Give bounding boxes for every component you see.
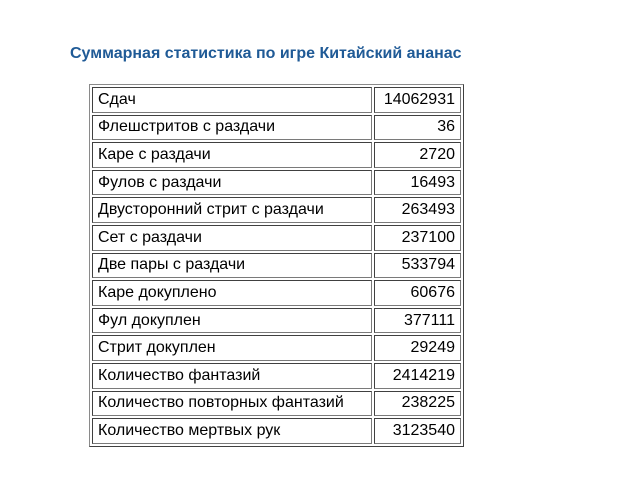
row-label: Сет с раздачи	[92, 225, 372, 251]
row-label: Фулов с раздачи	[92, 170, 372, 196]
row-label: Фул докуплен	[92, 308, 372, 334]
row-value: 263493	[374, 197, 461, 223]
row-value: 2720	[374, 142, 461, 168]
row-value: 2414219	[374, 363, 461, 389]
table-row	[92, 115, 461, 141]
table-row	[92, 391, 461, 417]
table-row	[92, 308, 461, 334]
row-value: 533794	[374, 253, 461, 279]
row-value: 3123540	[374, 418, 461, 444]
table-row	[92, 87, 461, 113]
table-row	[92, 197, 461, 223]
table-row	[92, 335, 461, 361]
table-row	[92, 253, 461, 279]
table-row	[92, 280, 461, 306]
row-label: Количество фантазий	[92, 363, 372, 389]
row-label: Каре с раздачи	[92, 142, 372, 168]
row-label: Сдач	[92, 87, 372, 113]
row-value: 377111	[374, 308, 461, 334]
row-value: 238225	[374, 391, 461, 417]
row-label: Количество мертвых рук	[92, 418, 372, 444]
row-value: 237100	[374, 225, 461, 251]
row-value: 36	[374, 115, 461, 141]
table-row	[92, 225, 461, 251]
page-title: Суммарная статистика по игре Китайский ананас	[70, 45, 462, 62]
row-label: Стрит докуплен	[92, 335, 372, 361]
statistics-table	[89, 84, 464, 447]
table-row	[92, 363, 461, 389]
row-label: Две пары с раздачи	[92, 253, 372, 279]
table-row	[92, 142, 461, 168]
row-value: 60676	[374, 280, 461, 306]
row-label: Количество повторных фантазий	[92, 391, 372, 417]
row-value: 29249	[374, 335, 461, 361]
row-label: Флешстритов с раздачи	[92, 115, 372, 141]
table-row	[92, 170, 461, 196]
row-value: 14062931	[374, 87, 461, 113]
row-label: Двусторонний стрит с раздачи	[92, 197, 372, 223]
row-label: Каре докуплено	[92, 280, 372, 306]
table-row	[92, 418, 461, 444]
row-value: 16493	[374, 170, 461, 196]
